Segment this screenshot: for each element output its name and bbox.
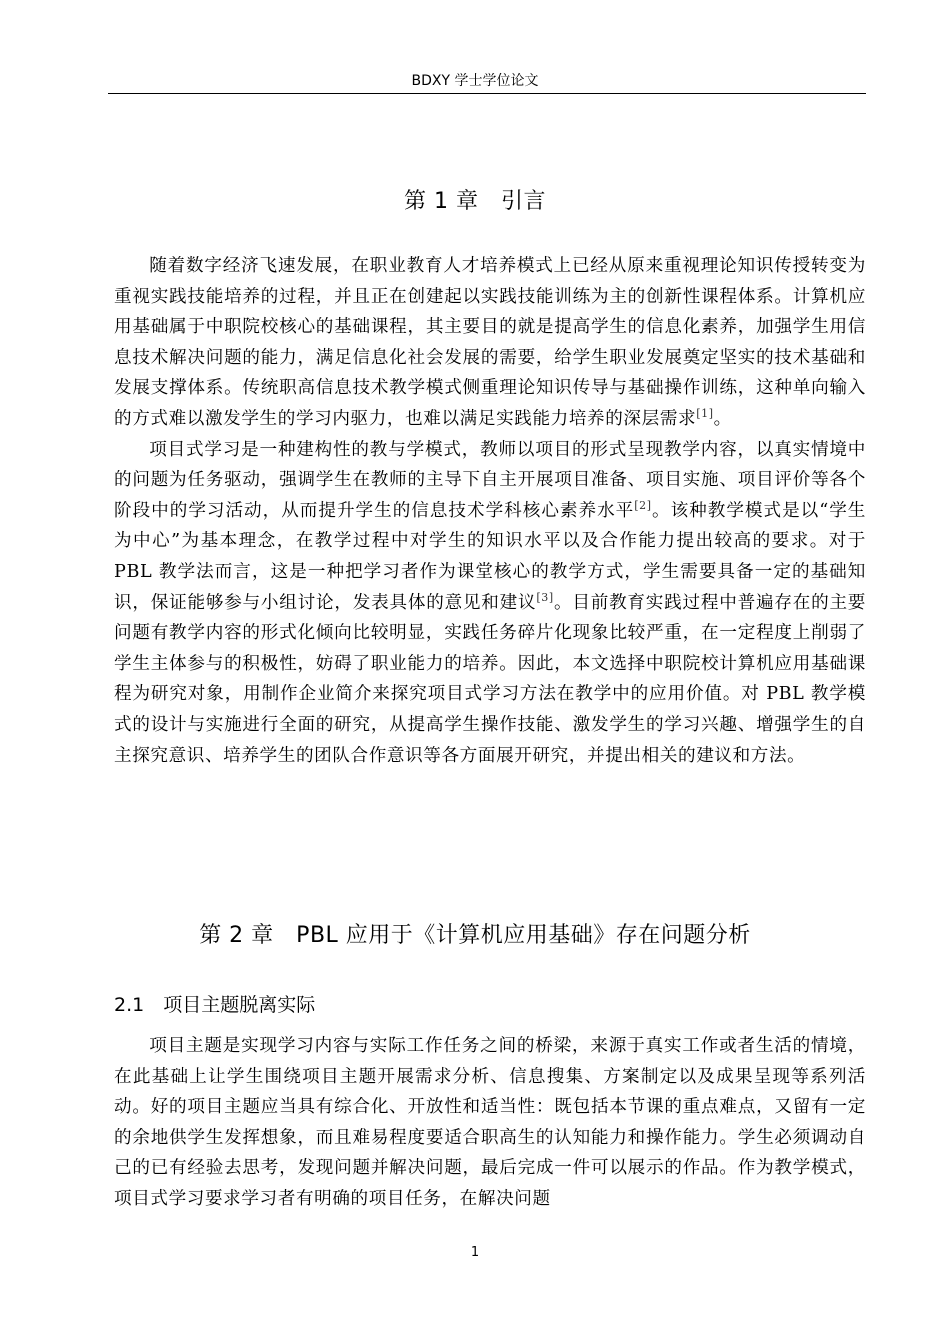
section-2-1-body	[114, 1031, 866, 1215]
chapter-2-title: 第 2 章 PBL 应用于《计算机应用基础》存在问题分析	[199, 923, 751, 948]
paragraph-2-text-b: 。该种教学模式是以“学生为中心”为基本理念，在教学过程中对学生的知识水平以及合作能力提出较高的要求。对于 PBL 教学法而言，这是一种把学习者作为课堂核心的教学方式，学生需要具备一定的基础知识，保证能够参与小组讨论，发表具体的意见和建议	[114, 500, 866, 613]
paragraph-2	[114, 435, 866, 772]
paragraph-1-text: 随着数字经济飞速发展，在职业教育人才培养模式上已经从原来重视理论知识传授转变为重视实践技能培养的过程，并且正在创建起以实践技能训练为主的创新性课程体系。计算机应用基础属于中职院校核心的基础课程，其主要目的就是提高学生的信息化素养，加强学生用信息技术解决问题的能力，满足信息化社会发展的需要，给学生职业发展奠定坚实的技术基础和发展支撑体系。传统职高信息技术教学模式侧重理论知识传导与基础操作训练，这种单向输入的方式难以激发学生的学习内驱力，也难以满足实践能力培养的深层需求	[114, 256, 866, 429]
citation-3[interactable]: [3]	[536, 590, 554, 604]
paragraph-3: 项目主题是实现学习内容与实际工作任务之间的桥梁，来源于真实工作或者生活的情境，在此基础上让学生围绕项目主题开展需求分析、信息搜集、方案制定以及成果呈现等系列活动。好的项目主题应当具有综合化、开放性和适当性：既包括本节课的重点难点，又留有一定的余地供学生发挥想象，而且难易程度要适合职高生的认知能力和操作能力。学生必须调动自己的已有经验去思考，发现问题并解决问题，最后完成一件可以展示的作品。作为教学模式，项目式学习要求学习者有明确的项目任务，在解决问题	[114, 1036, 866, 1209]
paragraph-2-text-c: 。目前教育实践过程中普遍存在的主要问题有教学内容的形式化倾向比较明显，实践任务碎片化现象比较严重，在一定程度上削弱了学生主体参与的积极性，妨碍了职业能力的培养。因此，本文选择中职院校计算机应用基础课程为研究对象，用制作企业简介来探究项目式学习方法在教学中的应用价值。对 PBL 教学模式的设计与实施进行全面的研究，从提高学生操作技能、激发学生的学习兴趣、增强学生的自主探究意识、培养学生的团队合作意识等各方面展开研究，并提出相关的建议和方法。	[114, 592, 867, 766]
paragraph-1	[114, 251, 866, 435]
chapter-1-body	[114, 251, 866, 771]
header-divider	[108, 93, 866, 94]
citation-1[interactable]: [1]	[696, 407, 714, 421]
page-number: 1	[470, 1245, 480, 1260]
paragraph-2-text-a: 项目式学习是一种建构性的教与学模式，教师以项目的形式呈现教学内容，以真实情境中的问题为任务驱动，强调学生在教师的主导下自主开展项目准备、项目实施、项目评价等各个阶段中的学习活动，从而提升学生的信息技术学科核心素养水平	[114, 439, 866, 521]
chapter-1-title: 第 1 章 引言	[404, 189, 546, 214]
section-2-1-title: 2.1 项目主题脱离实际	[114, 994, 316, 1016]
running-header: BDXY 学士学位论文	[411, 73, 539, 89]
paragraph-1-end: 。	[713, 408, 732, 429]
citation-2[interactable]: [2]	[634, 498, 652, 512]
